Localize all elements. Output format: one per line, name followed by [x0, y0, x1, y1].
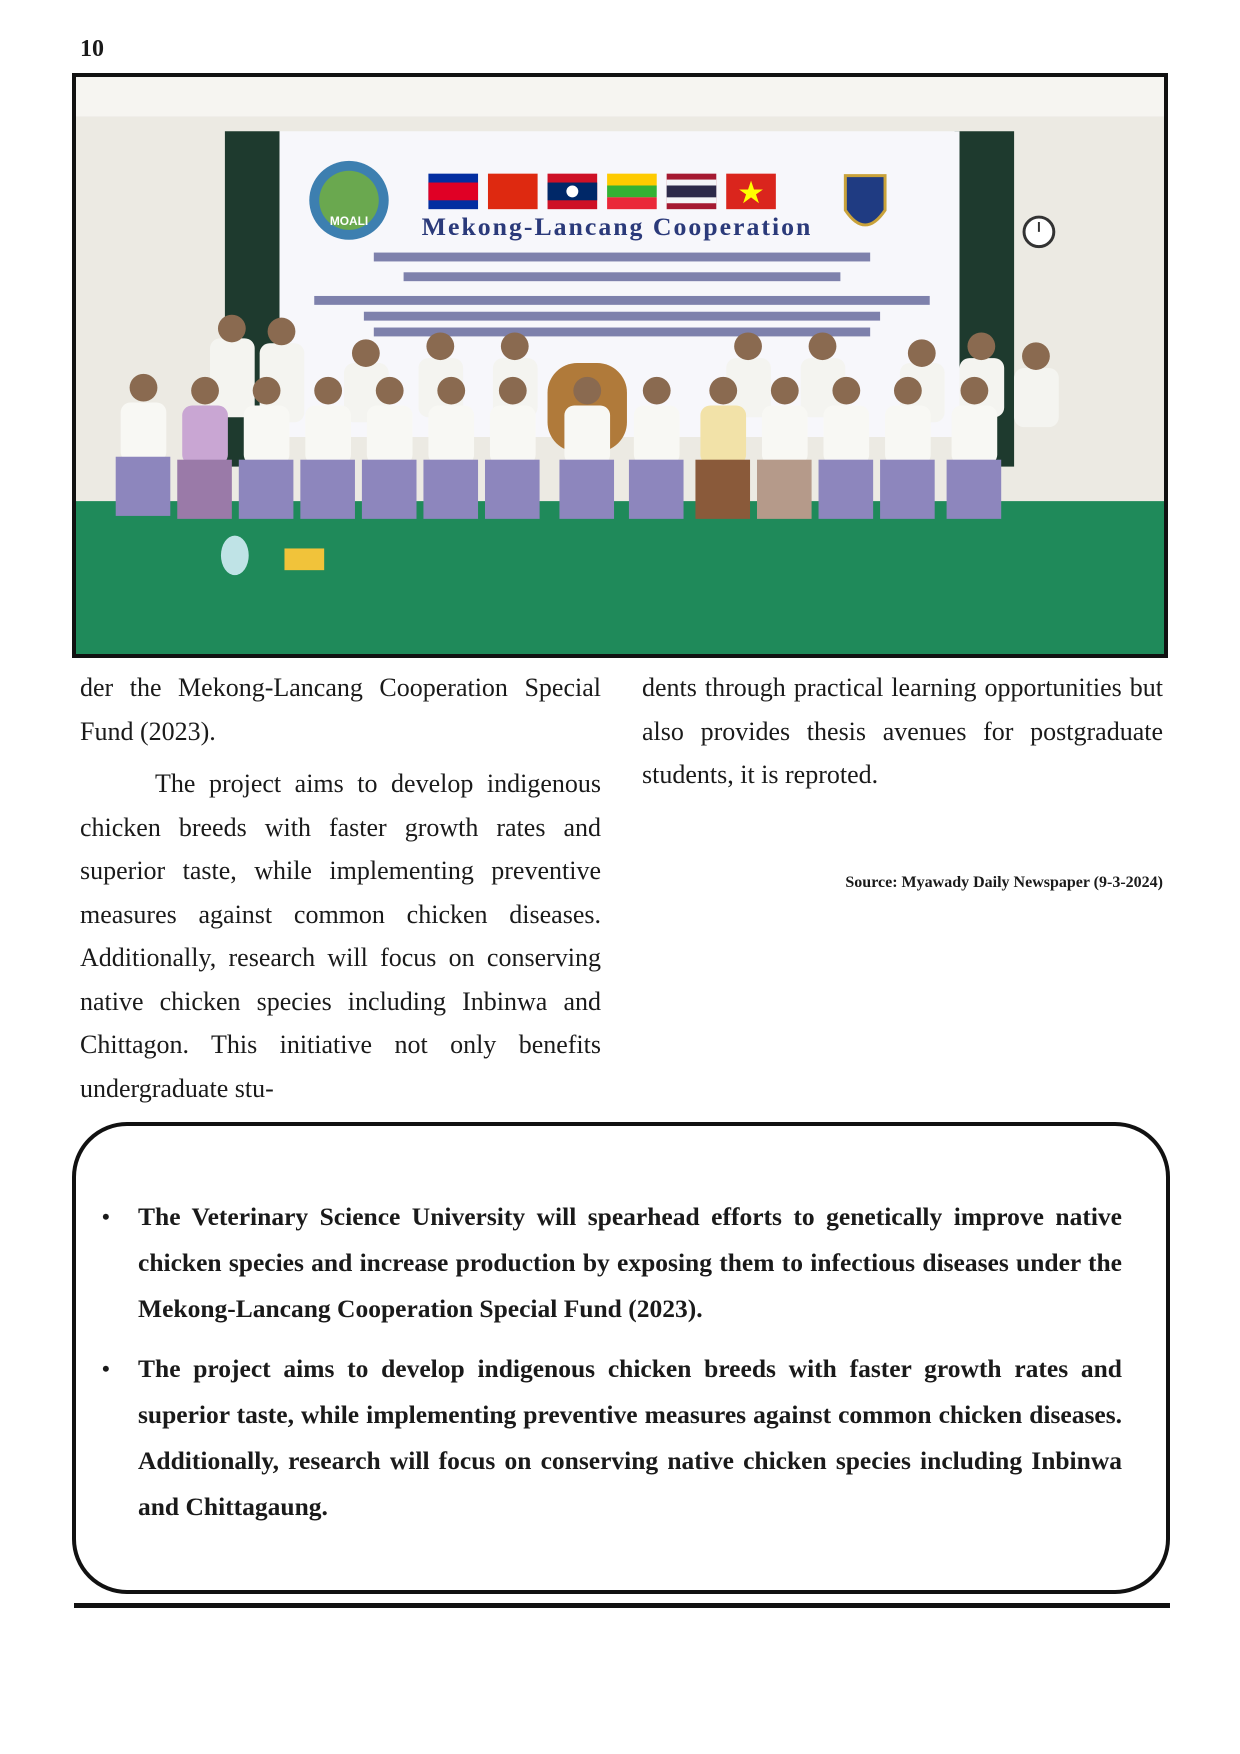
article-left-column: [80, 666, 601, 1110]
bullet-icon: •: [102, 1356, 110, 1381]
group-photo: [72, 73, 1168, 658]
summary-item: [102, 1346, 1122, 1530]
summary-item: [102, 1194, 1122, 1332]
summary-item-text: The Veterinary Science University will spearhead efforts to genetically improve native chicken species and increase production by exposing them to infectious diseases under the Mekong-Lancang Cooperation Special Fund (2023).: [138, 1202, 1122, 1323]
bullet-icon: •: [102, 1204, 110, 1229]
article-paragraph: The project aims to develop indigenous chicken breeds with faster growth rates and superior taste, while implementing preventive measures against common chicken diseases. Additionally, research will focus on conserving native chicken species including Inbinwa and Chittagon. This initiative not only benefits undergraduate stu-: [80, 769, 601, 1103]
article-right-column: [642, 666, 1163, 797]
summary-box: [72, 1122, 1170, 1594]
summary-item-text: The project aims to develop indigenous chicken breeds with faster growth rates and superior taste, while implementing preventive measures against common chicken diseases. Additionally, research will focus on conserving native chicken species including Inbinwa and Chittagaung.: [138, 1354, 1122, 1521]
article-paragraph: der the Mekong-Lancang Cooperation Special Fund (2023).: [80, 673, 601, 746]
article-paragraph: dents through practical learning opportunities but also provides thesis avenues for postgraduate students, it is reproted.: [642, 673, 1163, 789]
summary-list: [102, 1194, 1122, 1544]
group-photo-image: [76, 77, 1164, 654]
bottom-rule: [74, 1603, 1170, 1608]
page-number: 10: [80, 36, 104, 62]
banner-logo-text: MOALI: [329, 213, 369, 228]
source-credit: Source: Myawady Daily Newspaper (9-3-2024): [845, 874, 1163, 891]
banner-title: Mekong-Lancang Cooperation: [421, 211, 813, 241]
